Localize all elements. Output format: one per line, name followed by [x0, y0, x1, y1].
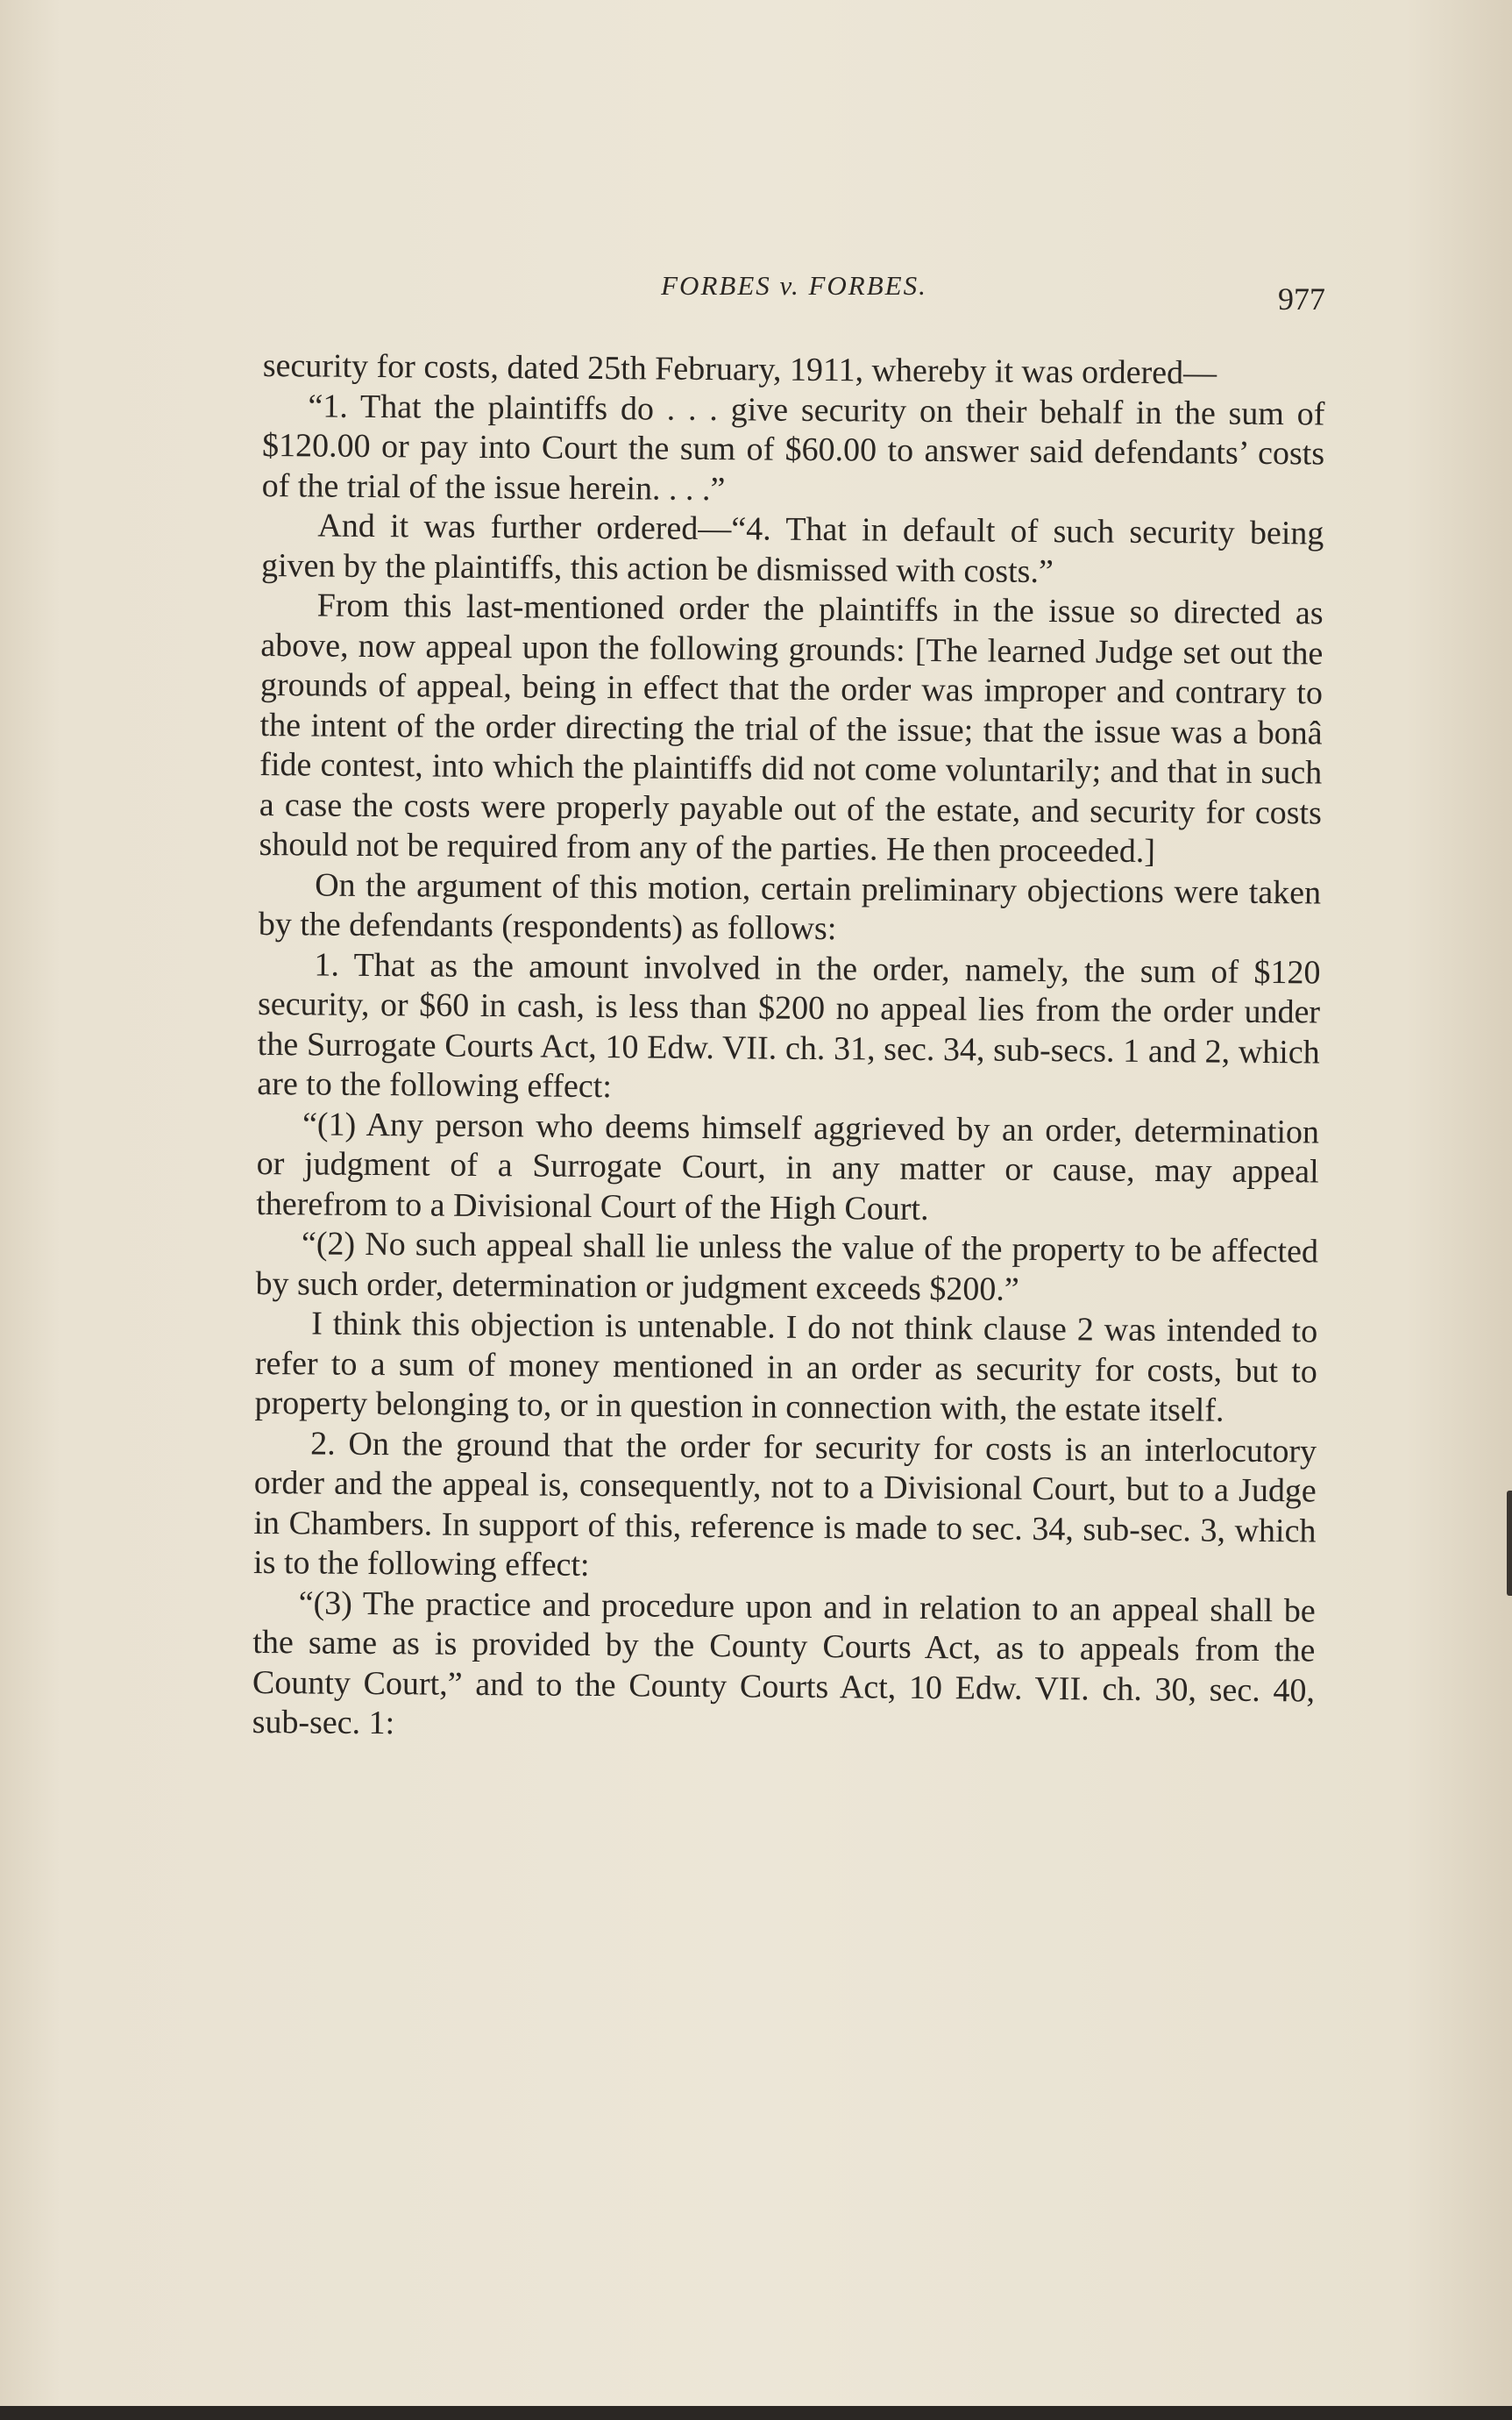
paragraph-quote-order-1: “1. That the plaintiffs do . . . give security on their behalf in the sum of $120.00 or pay into Court the sum of $60.00 to answer said defendants’ costs of the trial of the issue herein. . . .” — [261, 387, 1325, 508]
paragraph-further-ordered: And it was further ordered—“4. That in default of such security being given by the plaintiffs, this action be dismissed with costs.” — [260, 507, 1324, 590]
page-header — [263, 263, 1325, 316]
page-edge-mark — [1507, 1491, 1512, 1596]
page-bottom-edge — [0, 2406, 1512, 2420]
running-head: FORBES v. FORBES. — [661, 270, 927, 301]
paragraph-continuation: security for costs, dated 25th February, 1911, whereby it was ordered— — [262, 346, 1217, 392]
paragraph-quote-subsec-1: “(1) Any person who deems himself aggrieved by an order, determination or judgment of a Surrogate Court, in any matter or cause, may appeal therefrom to a Divisional Court of the High Court. — [256, 1105, 1320, 1228]
paragraph-quote-subsec-3: “(3) The practice and procedure upon and in relation to an appeal shall be the same as is provided by the County Courts Act, as to appeals from the County Court,” and to the County Courts Act, 10 Edw. VII. ch. 30, sec. 40, sub-sec. 1: — [252, 1584, 1316, 1742]
paragraph-preliminary-objections: On the argument of this motion, certain preliminary objections were taken by the defendants (respondents) as follows: — [258, 865, 1322, 948]
paragraph-quote-subsec-2: “(2) No such appeal shall lie unless the value of the property to be affected by such order, determination or judgment exceeds $200.” — [255, 1225, 1319, 1308]
page-number: 977 — [1278, 281, 1325, 317]
paragraph-objection-1: 1. That as the amount involved in the order, namely, the sum of $120 security, or $60 in cash, is less than $200 no appeal lies from the order under the Surrogate Courts Act, 10 Edw. VII. ch. 31, sec. 34, sub-secs. 1 and 2, which are to the following effect: — [257, 945, 1321, 1106]
paragraph-objection-2: 2. On the ground that the order for security for costs is an interlocutory order and the appeal is, consequently, not to a Divisional Court, but to a Judge in Chambers. In support of this, reference is made to sec. 34, sub-sec. 3, which is to the following effect: — [252, 1424, 1317, 1584]
paragraph-objection-untenable: I think this objection is untenable. I do not think clause 2 was intended to refer to a sum of money mentioned in an order as security for costs, but to property belonging to, or in question in connection with, the estate itself. — [254, 1305, 1318, 1429]
paragraph-grounds-of-appeal: From this last-mentioned order the plaintiffs in the issue so directed as above, now appeal upon the following grounds: [The learned Judge set out the grounds of appeal, being in effect that the order was improper and contrary to the intent of the order directing the trial of the issue; that the issue was a bonâ fide contest, into which the plaintiffs did not come voluntarily; and that in such a case the costs were properly payable out of the estate, and security for costs should not be required from any of the parties. He then proceeded.] — [259, 587, 1324, 871]
body-text — [248, 346, 1325, 2222]
